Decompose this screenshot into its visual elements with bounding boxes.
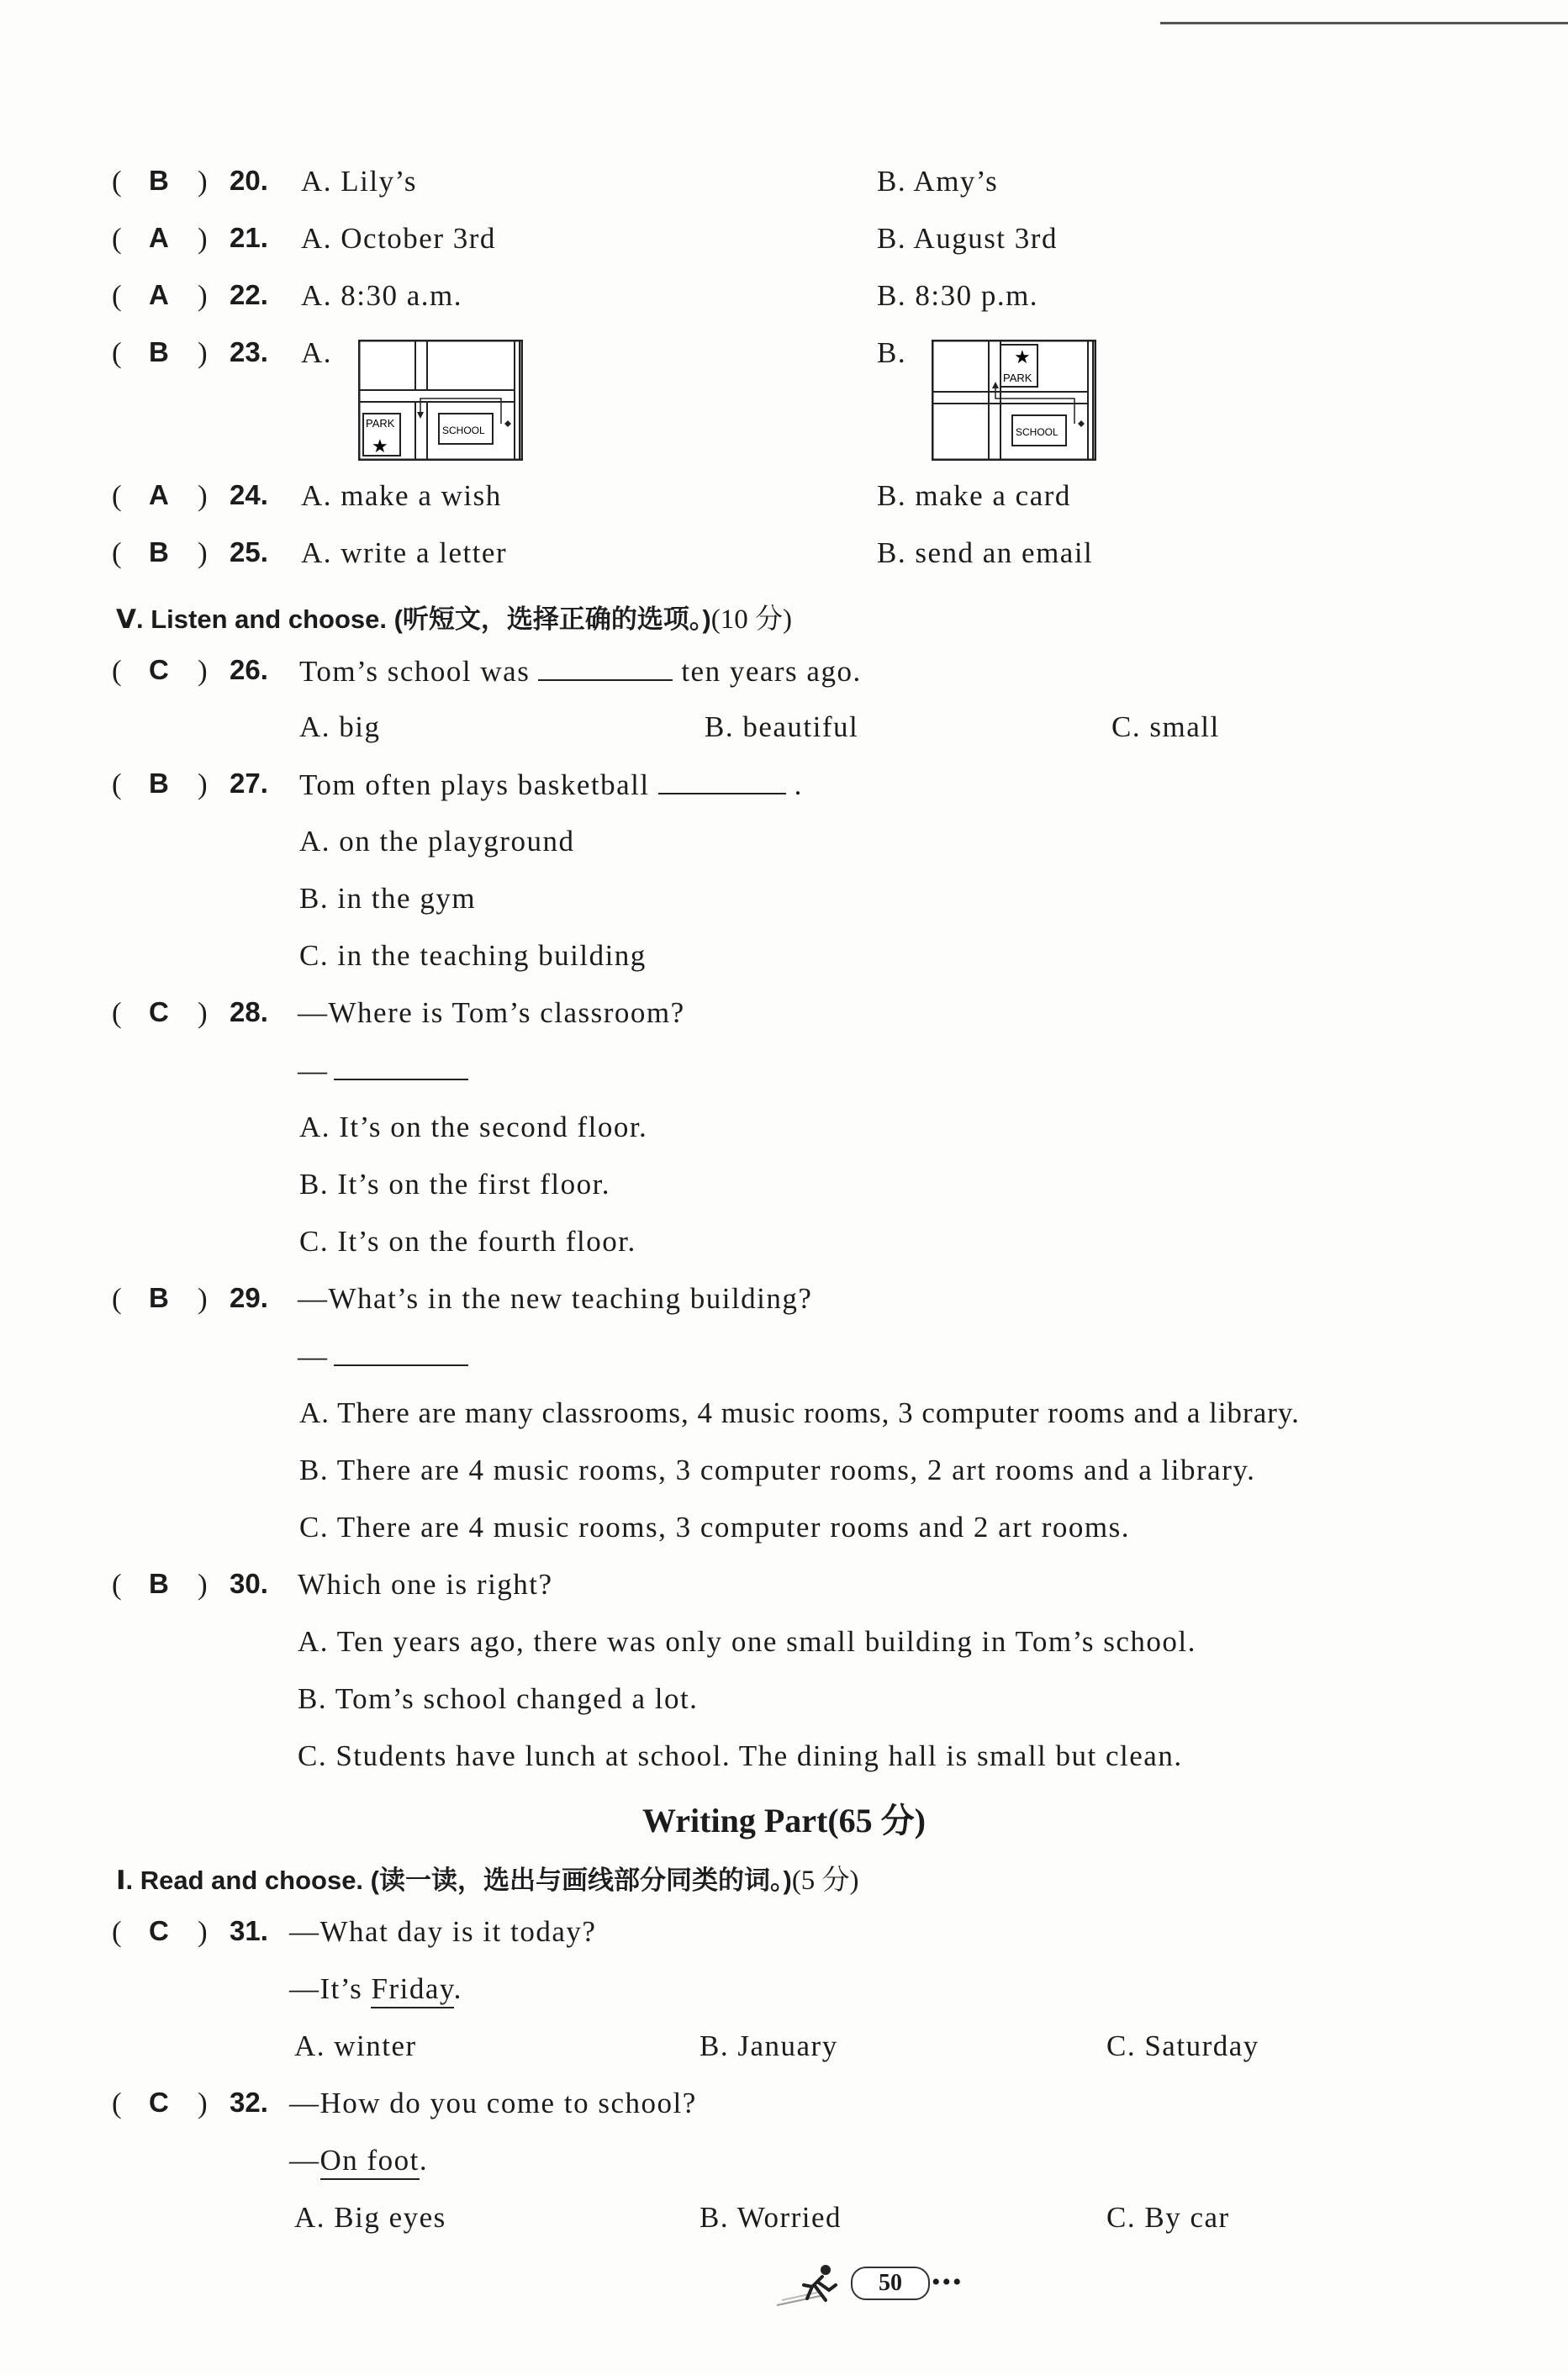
option-c: C. small [1111, 710, 1220, 743]
option-c: C. It’s on the fourth floor. [299, 1225, 636, 1258]
park-label: PARK [366, 417, 395, 430]
answer: C [149, 1915, 169, 1946]
question-number: 24. [230, 479, 268, 510]
option-b: B. January [700, 2029, 838, 2062]
option-a: A. [301, 336, 333, 369]
page-number: 50 [851, 2267, 930, 2300]
question-number: 22. [230, 279, 268, 310]
answer-line: — [298, 1339, 468, 1374]
option-a: A. on the playground [299, 825, 575, 858]
option-a: A. 8:30 a.m. [301, 279, 463, 312]
answer: A [149, 479, 169, 510]
answer: A [149, 279, 169, 310]
question-stem: —What’s in the new teaching building? [298, 1282, 813, 1315]
answer-blank [658, 768, 786, 794]
option-b: B. in the gym [299, 882, 477, 915]
section-v-heading: Ⅴ. Listen and choose. (听短文，选择正确的选项。)(10 分) [116, 604, 792, 635]
school-label: SCHOOL [442, 425, 485, 436]
option-b: B. Worried [700, 2201, 842, 2234]
section-i-heading: Ⅰ. Read and choose. (读一读，选出与画线部分同类的词。)(5 分) [116, 1866, 859, 1896]
question-number: 26. [230, 654, 268, 685]
answer: B [149, 1568, 169, 1599]
question-stem: Tom often plays basketball . [299, 768, 803, 801]
option-b: B. beautiful [705, 710, 859, 743]
underlined-word: Friday [371, 1972, 453, 2008]
answer: B [149, 1282, 169, 1313]
question-number: 28. [230, 996, 268, 1027]
top-rule [1160, 22, 1568, 24]
option-c: C. in the teaching building [299, 939, 647, 972]
answer: C [149, 2087, 169, 2118]
option-b: B. 8:30 p.m. [877, 279, 1039, 312]
answer-blank [334, 1339, 468, 1366]
option-a: A. make a wish [301, 479, 502, 512]
option-a: A. Lily’s [301, 165, 417, 198]
question-stem: Tom’s school was ten years ago. [299, 655, 862, 688]
question-number: 29. [230, 1282, 268, 1313]
answer: B [149, 768, 169, 799]
question-stem: —Where is Tom’s classroom? [298, 996, 685, 1029]
question-number: 23. [230, 336, 268, 367]
answer: B [149, 336, 169, 367]
answer: A [149, 222, 169, 253]
park-label: PARK [1003, 372, 1032, 384]
option-c: C. Students have lunch at school. The dining hall is small but clean. [298, 1739, 1183, 1772]
question-number: 31. [230, 1915, 268, 1946]
option-c: C. Saturday [1106, 2029, 1259, 2062]
dialogue-line-2: —It’s Friday. [289, 1972, 462, 2006]
answer: B [149, 165, 169, 196]
option-a: A. write a letter [301, 536, 508, 569]
question-number: 21. [230, 222, 268, 253]
option-c: C. By car [1106, 2201, 1230, 2234]
option-b: B. [877, 336, 907, 369]
question-number: 32. [230, 2087, 268, 2118]
answer: C [149, 996, 169, 1027]
option-b: B. Tom’s school changed a lot. [298, 1682, 699, 1715]
dialogue-line-2: —On foot. [289, 2144, 428, 2177]
writing-part-title: Writing Part(65 分) [642, 1802, 926, 1839]
answer-blank [334, 1053, 468, 1080]
option-b: B. It’s on the first floor. [299, 1168, 611, 1201]
answer-line: — [298, 1053, 468, 1088]
question-number: 30. [230, 1568, 268, 1599]
runner-logo-icon [773, 2262, 851, 2309]
option-a: A. winter [294, 2029, 417, 2062]
option-a: A. big [299, 710, 381, 743]
star-icon: ★ [1014, 347, 1031, 368]
map-b-image [932, 340, 1096, 461]
school-label: SCHOOL [1016, 426, 1059, 438]
page-dots: ••• [932, 2268, 964, 2296]
star-icon: ★ [372, 436, 388, 457]
answer: B [149, 536, 169, 567]
answer: C [149, 654, 169, 685]
option-b: B. Amy’s [877, 165, 999, 198]
option-b: B. There are 4 music rooms, 3 computer rooms, 2 art rooms and a library. [299, 1454, 1256, 1486]
option-a: A. It’s on the second floor. [299, 1111, 648, 1143]
question-number: 20. [230, 165, 268, 196]
question-number: 25. [230, 536, 268, 567]
question-number: 27. [230, 768, 268, 799]
option-a: A. Ten years ago, there was only one small building in Tom’s school. [298, 1625, 1196, 1658]
dialogue-line-1: —How do you come to school? [289, 2087, 697, 2119]
option-a: A. Big eyes [294, 2201, 446, 2234]
option-a: A. There are many classrooms, 4 music rooms, 3 computer rooms and a library. [299, 1396, 1300, 1429]
question-stem: Which one is right? [298, 1568, 553, 1601]
map-a-image [358, 340, 523, 461]
dialogue-line-1: —What day is it today? [289, 1915, 597, 1948]
option-b: B. send an email [877, 536, 1094, 569]
option-b: B. make a card [877, 479, 1071, 512]
underlined-word: On foot [320, 2144, 420, 2180]
answer-blank [538, 654, 673, 681]
option-c: C. There are 4 music rooms, 3 computer rooms and 2 art rooms. [299, 1511, 1131, 1544]
option-b: B. August 3rd [877, 222, 1058, 255]
option-a: A. October 3rd [301, 222, 496, 255]
